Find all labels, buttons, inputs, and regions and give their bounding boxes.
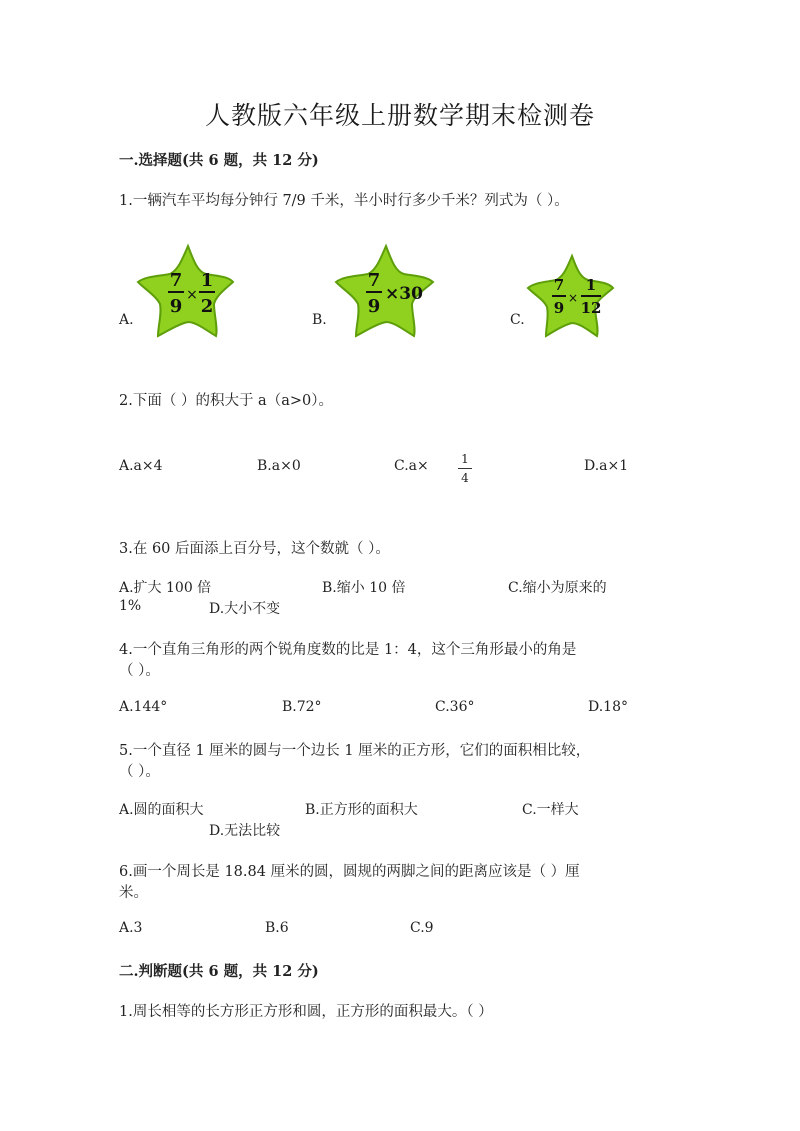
option-3c-continued: 1% bbox=[119, 598, 142, 614]
question-3-text: 3.在 60 后面添上百分号，这个数就（ ）。 bbox=[119, 541, 390, 557]
option-1a-label: A. bbox=[119, 312, 134, 328]
frac-b-num: 7 bbox=[367, 270, 381, 291]
option-5c: C.一样大 bbox=[522, 802, 579, 818]
page-title: 人教版六年级上册数学期末检测卷 bbox=[204, 101, 595, 130]
question-6-line1: 6.画一个周长是 18.84 厘米的圆，圆规的两脚之间的距离应该是（ ）厘 bbox=[119, 864, 580, 880]
frac-a-den2: 2 bbox=[200, 296, 214, 317]
frac-a-num2: 1 bbox=[200, 270, 214, 291]
question-1-text: 1.一辆汽车平均每分钟行 7/9 千米，半小时行多少千米？列式为（ ）。 bbox=[119, 193, 569, 209]
section-heading-judgement: 二.判断题(共 6 题，共 12 分) bbox=[119, 963, 319, 980]
frac-c-den2: 12 bbox=[580, 299, 602, 317]
fraction-bar bbox=[458, 468, 472, 469]
frac-c-num: 7 bbox=[553, 276, 565, 294]
frac-a-den: 9 bbox=[169, 296, 183, 317]
question-4-line2: （ ）。 bbox=[119, 663, 160, 679]
option-2c: C.a× bbox=[394, 458, 429, 474]
question-5-line2: （ ）。 bbox=[119, 764, 160, 780]
option-6c: C.9 bbox=[410, 920, 434, 936]
question-2-text: 2.下面（ ）的积大于 a（a>0）。 bbox=[119, 393, 333, 409]
frac-c-op: × bbox=[567, 291, 579, 305]
question-6-line2: 米。 bbox=[119, 885, 148, 901]
option-3b: B.缩小 10 倍 bbox=[322, 580, 406, 596]
question-4-line1: 4.一个直角三角形的两个锐角度数的比是 1：4，这个三角形最小的角是 bbox=[119, 642, 577, 658]
option-3a: A.扩大 100 倍 bbox=[119, 580, 212, 596]
star-icon-b bbox=[334, 242, 436, 340]
option-5a: A.圆的面积大 bbox=[119, 802, 204, 818]
option-1c-label: C. bbox=[510, 312, 525, 328]
frac-c-num2: 1 bbox=[585, 276, 597, 294]
star-icon-a bbox=[136, 242, 236, 340]
option-3d: D.大小不变 bbox=[209, 601, 281, 617]
option-1b-label: B. bbox=[312, 312, 327, 328]
frac-a-op: × bbox=[186, 287, 198, 303]
fraction-denominator: 4 bbox=[461, 471, 469, 485]
frac-b-den: 9 bbox=[367, 296, 381, 317]
option-2b: B.a×0 bbox=[257, 458, 301, 474]
option-6a: A.3 bbox=[119, 920, 143, 936]
option-4d: D.18° bbox=[588, 699, 628, 715]
option-2d: D.a×1 bbox=[584, 458, 629, 474]
option-2a: A.a×4 bbox=[119, 458, 163, 474]
option-3c: C.缩小为原来的 bbox=[508, 580, 607, 596]
option-2c-fraction bbox=[458, 452, 472, 485]
section-heading-choice: 一.选择题(共 6 题，共 12 分) bbox=[119, 152, 319, 169]
frac-c-den: 9 bbox=[553, 299, 565, 317]
frac-a-num: 7 bbox=[169, 270, 183, 291]
option-5b: B.正方形的面积大 bbox=[305, 802, 418, 818]
question-5-line1: 5.一个直径 1 厘米的圆与一个边长 1 厘米的正方形，它们的面积相比较， bbox=[119, 743, 591, 759]
fraction-numerator: 1 bbox=[461, 452, 469, 466]
star-icon-c bbox=[526, 252, 616, 340]
judgement-1-text: 1.周长相等的长方形正方形和圆，正方形的面积最大。（ ） bbox=[119, 1004, 493, 1020]
frac-b-op: ×30 bbox=[385, 284, 423, 304]
option-4a: A.144° bbox=[119, 699, 168, 715]
option-5d: D.无法比较 bbox=[209, 823, 281, 839]
option-4b: B.72° bbox=[282, 699, 322, 715]
option-4c: C.36° bbox=[435, 699, 475, 715]
option-6b: B.6 bbox=[265, 920, 289, 936]
